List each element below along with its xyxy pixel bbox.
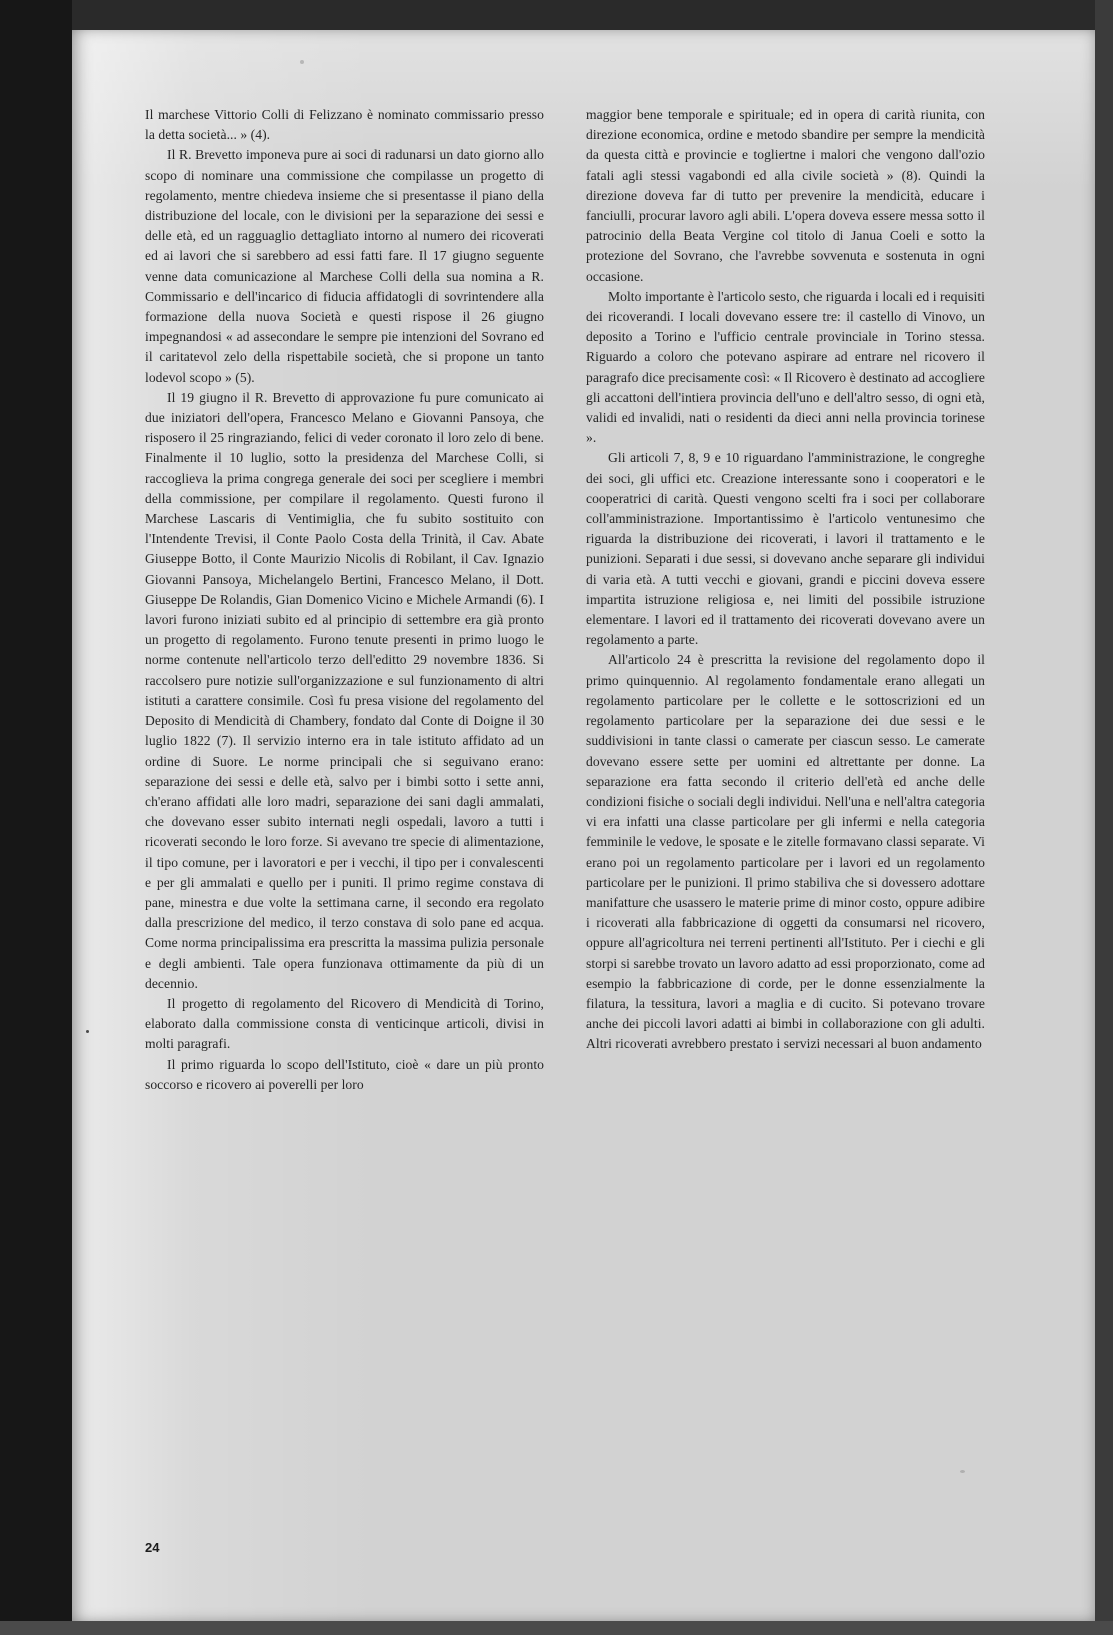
column-left xyxy=(145,105,544,1095)
paragraph: Il R. Brevetto imponeva pure ai soci di radunarsi un dato giorno allo scopo di nominare una commissione che compilasse un progetto di regolamento, mentre chiedeva insieme che si presentasse il piano della distribuzione del locale, con le divisioni per la separazione dei sessi e delle età, ed un ragguaglio dettagliato intorno al numero dei ricoverati ed ai lavori che si sarebbero ad essi fatti fare. Il 17 giugno seguente venne data comunicazione al Marchese Colli della sua nomina a R. Commissario e dell'incarico di fiducia affidatogli di sovrintendere alla formazione della nuova Società e questi rispose il 26 giugno impegnandosi « ad assecondare le sempre pie intenzioni del Sovrano ed il caritatevol zelo della rispettabile società, che si propone un tanto lodevol scopo » (5). xyxy=(145,147,544,385)
paper-speck xyxy=(300,60,304,64)
paragraph: maggior bene temporale e spirituale; ed in opera di carità riunita, con direzione economica, ordine e metodo sbandire per sempre la mendicità da questa città e provincie e togliertne i malori che vengono dall'ozio fatali agli stessi vagabondi ed alla civile società » (8). Quindi la direzione doveva far di tutto per prevenire la mendicità, educare i fanciulli, procurar lavoro agli abili. L'opera doveva essere messa sotto il patrocinio della Beata Vergine col titolo di Janua Coeli e sotto la protezione del Sovrano, che l'avrebbe sovvenuta e sostenuta in ogni occasione. xyxy=(586,107,985,284)
scan-border-bottom xyxy=(0,1621,1113,1635)
scan-border-top xyxy=(0,0,1113,30)
paper-speck xyxy=(960,1470,965,1473)
paragraph: Il marchese Vittorio Colli di Felizzano è nominato commissario presso la detta società... » (4). xyxy=(145,107,544,143)
paragraph: Molto importante è l'articolo sesto, che riguarda i locali ed i requisiti dei ricoverandi. I locali dovevano essere tre: il castello di Vinovo, un deposito a Torino e l'ufficio centrale provinciale in Torino stessa. Riguardo a coloro che potevano aspirare ad entrare nel ricovero il paragrafo dice precisamente così: « Il Ricovero è destinato ad accogliere gli accattoni dell'intiera provincia dell'uno e dell'altro sesso, di ogni età, validi ed invalidi, nati o residenti da dieci anni nella provincia torinese ». xyxy=(586,288,985,446)
page-number: 24 xyxy=(145,1540,160,1555)
column-right xyxy=(586,105,985,1095)
paragraph: Il primo riguarda lo scopo dell'Istituto, cioè « dare un più pronto soccorso e ricovero ai poverelli per loro xyxy=(145,1056,544,1092)
scan-border-right xyxy=(1095,0,1113,1635)
scan-border-left xyxy=(0,0,72,1635)
gutter-speck xyxy=(86,1030,89,1033)
paragraph: Il progetto di regolamento del Ricovero di Mendicità di Torino, elaborato dalla commissione consta di venticinque articoli, divisi in molti paragrafi. xyxy=(145,995,544,1052)
text-body xyxy=(145,105,985,1095)
paragraph: Il 19 giugno il R. Brevetto di approvazione fu pure comunicato ai due iniziatori dell'opera, Francesco Melano e Giovanni Pansoya, che risposero il 25 ringraziando, felici di veder coronato il loro zelo di bene. Finalmente il 10 luglio, sotto la presidenza del Marchese Colli, si raccoglieva la prima congrega generale dei soci per scegliere i membri della commissione, per compilare il regolamento. Questi furono il Marchese Lascaris di Ventimiglia, che fu subito sostituito con l'Intendente Trevisi, il Conte Paolo Costa della Trinità, il Cav. Abate Giuseppe Botto, il Conte Maurizio Nicolis di Robilant, il Cav. Ignazio Giovanni Pansoya, Michelangelo Bertini, Francesco Melano, il Dott. Giuseppe De Rolandis, Gian Domenico Vicino e Michele Armandi (6). I lavori furono iniziati subito ed al principio di settembre era già pronto un progetto di regolamento. Furono tenute presenti in primo luogo le norme contenute nell'articolo terzo dell'editto 29 novembre 1836. Si raccolsero pure notizie sull'organizzazione e sul funzionamento di altri istituti a carattere consimile. Così fu presa visione del regolamento del Deposito di Mendicità di Chambery, fondato dal Conte di Doigne il 30 luglio 1822 (7). Il servizio interno era in tale istituto affidato ad un ordine di Suore. Le norme principali che si seguivano erano: separazione dei sessi e delle età, salvo per i bimbi sotto i sette anni, ch'erano affidati alle loro madri, separazione dei sani dagli ammalati, che dovevano esser subito internati negli ospedali, lavoro a tutti i ricoverati secondo le loro forze. Si avevano tre specie di alimentazione, il tipo comune, per i lavoratori e per i vecchi, il tipo per i convalescenti e per gli ammalati e quello per i puniti. Il primo regime constava di pane, minestra e due volte la settimana carne, il secondo era regolato dalla prescrizione del medico, il terzo constava di solo pane ed acqua. Come norma principalissima era prescritta la massima pulizia personale e degli ambienti. Tale opera funzionava ottimamente da più di un decennio. xyxy=(145,389,544,991)
paragraph: All'articolo 24 è prescritta la revisione del regolamento dopo il primo quinquennio. Al regolamento fondamentale erano allegati un regolamento particolare per le collette e le sottoscrizioni ed un regolamento particolare per la separazione dei due sessi e le suddivisioni in tante classi o camerate per ciascun sesso. Le camerate dovevano essere sette per uomini ed altrettante per donne. La separazione era fatta secondo il criterio dell'età ed anche delle condizioni fisiche o sociali degli individui. Nell'una e nell'altra categoria vi era infatti una classe particolare per gli infermi e nella categoria femminile le vedove, le sposate e le zitelle formavano classi separate. Vi erano poi un regolamento particolare per i lavori ed un regolamento particolare per le punizioni. Il primo stabiliva che si dovessero adottare manifatture che usassero le materie prime di minor costo, oppure adibire i ricoverati alla fabbricazione di oggetti da consumarsi nel ricovero, oppure all'agricoltura nei terreni pertinenti all'Istituto. Per i ciechi e gli storpi si sarebbe trovato un lavoro adatto ad essi proporzionato, come ad esempio la fabbricazione di corde, per le donne essenzialmente la filatura, la tessitura, lavori a maglia e di cucito. Si potevano trovare anche dei piccoli lavori adatti ai bimbi in collaborazione con gli adulti. Altri ricoverati avrebbero prestato i servizi necessari al buon andamento xyxy=(586,652,985,1052)
paragraph: Gli articoli 7, 8, 9 e 10 riguardano l'amministrazione, le congreghe dei soci, gli uffici etc. Creazione interessante sono i cooperatori e le cooperatrici di carità. Questi vengono scelti fra i soci per collaborare coll'amministrazione. Importantissimo è l'articolo ventunesimo che riguarda la distribuzione dei ricoverati, i lavori il trattamento e le punizioni. Separati i due sessi, si dovevano anche separare gli individui di varia età. A tutti vecchi e giovani, grandi e piccini doveva essere impartita istruzione religiosa e, nei limiti del possibile istruzione elementare. I lavori ed il trattamento dei ricoverati dovevano avere un regolamento a parte. xyxy=(586,450,985,648)
